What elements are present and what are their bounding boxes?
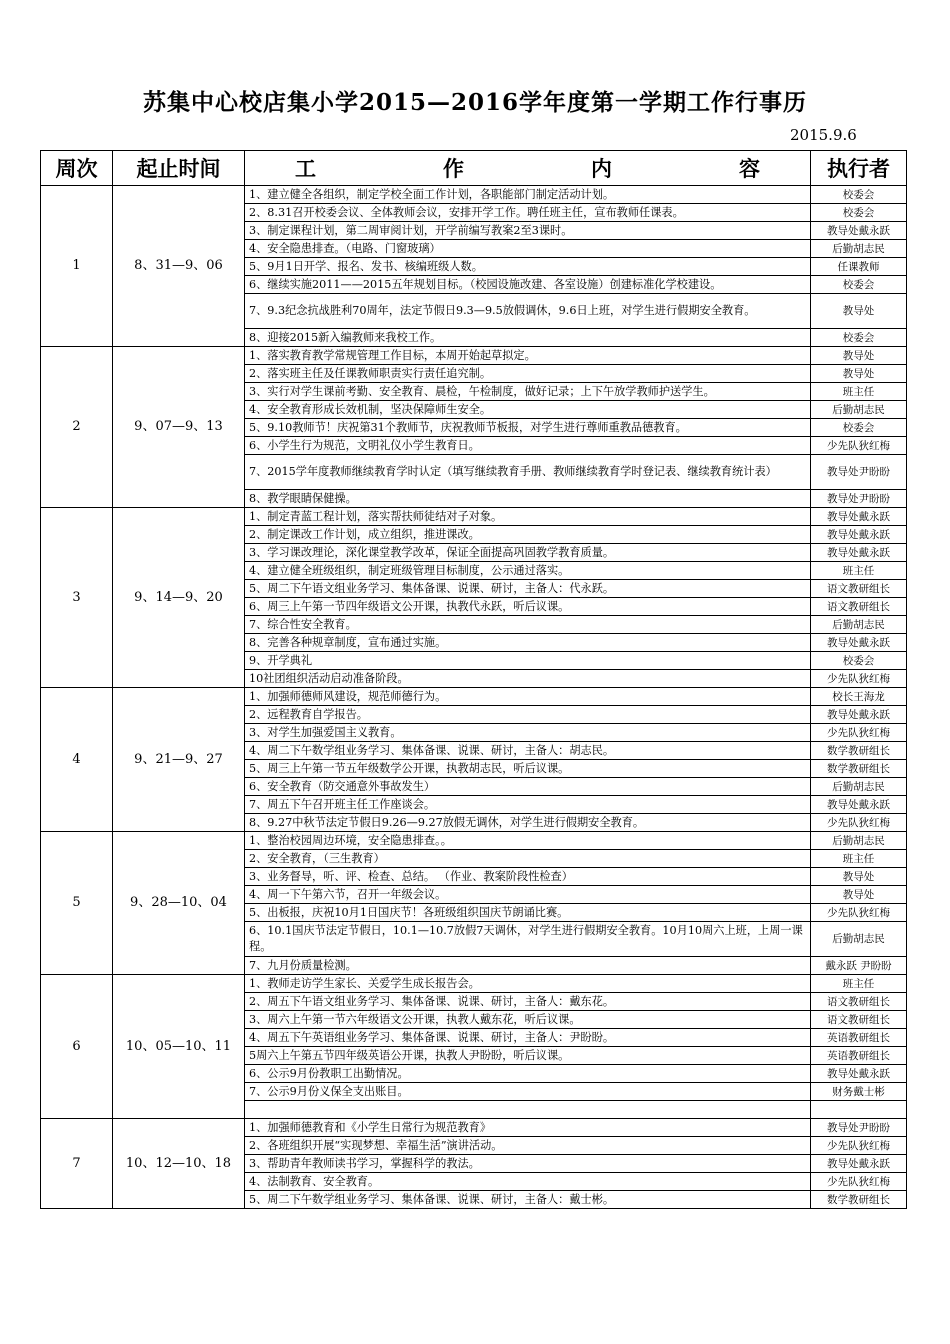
task-content: 7、2015学年度教师继续教育学时认定（填写继续教育手册、教师继续教育学时登记表、继续教育统计表） xyxy=(245,455,811,490)
task-executor: 校委会 xyxy=(811,276,907,294)
task-executor: 少先队狄红梅 xyxy=(811,1137,907,1155)
task-content: 6、安全教育（防交通意外事故发生） xyxy=(245,778,811,796)
task-content: 3、对学生加强爱国主义教育。 xyxy=(245,724,811,742)
task-content: 6、继续实施2011——2015五年规划目标。（校园设施改建、各室设施）创建标准化学校建设。 xyxy=(245,276,811,294)
task-executor: 校委会 xyxy=(811,419,907,437)
task-content: 2、制定课改工作计划，成立组织，推进课改。 xyxy=(245,526,811,544)
task-executor: 后勤胡志民 xyxy=(811,922,907,957)
task-executor: 后勤胡志民 xyxy=(811,832,907,850)
task-executor: 教导处戴永跃 xyxy=(811,1065,907,1083)
task-content: 8、9.27中秋节法定节假日9.26—9.27放假无调休，对学生进行假期安全教育。 xyxy=(245,814,811,832)
task-content: 5、出板报，庆祝10月1日国庆节！各班级组织国庆节朗诵比赛。 xyxy=(245,904,811,922)
task-executor: 语文教研组长 xyxy=(811,1011,907,1029)
task-executor: 语文教研组长 xyxy=(811,580,907,598)
task-executor xyxy=(811,1101,907,1119)
task-content: 5、周二下午语文组业务学习、集体备课、说课、研讨，主备人：代永跃。 xyxy=(245,580,811,598)
task-content: 4、建立健全班级组织，制定班级管理目标制度，公示通过落实。 xyxy=(245,562,811,580)
task-content: 4、周五下午英语组业务学习、集体备课、说课、研讨，主备人：尹盼盼。 xyxy=(245,1029,811,1047)
task-content: 4、安全教育形成长效机制，坚决保障师生安全。 xyxy=(245,401,811,419)
date-span: 9、21—9、27 xyxy=(113,688,245,832)
task-executor: 教导处戴永跃 xyxy=(811,1155,907,1173)
schedule-table xyxy=(40,150,907,1209)
table-row xyxy=(41,186,907,204)
task-executor: 数学教研组长 xyxy=(811,760,907,778)
task-content: 4、安全隐患排查。（电路、门窗玻璃） xyxy=(245,240,811,258)
task-executor: 教导处戴永跃 xyxy=(811,706,907,724)
task-executor: 英语教研组长 xyxy=(811,1029,907,1047)
task-executor: 校委会 xyxy=(811,652,907,670)
header-row xyxy=(41,151,907,186)
task-executor: 语文教研组长 xyxy=(811,598,907,616)
task-content: 6、小学生行为规范，文明礼仪小学生教育日。 xyxy=(245,437,811,455)
task-content xyxy=(245,1101,811,1119)
task-content: 2、各班组织开展“实现梦想、幸福生活”演讲活动。 xyxy=(245,1137,811,1155)
table-row xyxy=(41,508,907,526)
header-exec: 执行者 xyxy=(811,151,907,186)
task-content: 5、周二下午数学组业务学习、集体备课、说课、研讨，主备人：戴士彬。 xyxy=(245,1191,811,1209)
week-number: 3 xyxy=(41,508,113,688)
table-row xyxy=(41,688,907,706)
task-content: 5、周三上午第一节五年级数学公开课，执教胡志民，听后议课。 xyxy=(245,760,811,778)
task-executor: 教导处戴永跃 xyxy=(811,526,907,544)
task-content: 4、周一下午第六节，召开一年级会议。 xyxy=(245,886,811,904)
task-executor: 后勤胡志民 xyxy=(811,401,907,419)
task-content: 5、9月1日开学、报名、发书、核编班级人数。 xyxy=(245,258,811,276)
task-executor: 后勤胡志民 xyxy=(811,240,907,258)
task-executor: 校委会 xyxy=(811,186,907,204)
date-span: 9、14—9、20 xyxy=(113,508,245,688)
task-executor: 教导处 xyxy=(811,347,907,365)
task-content: 6、周三上午第一节四年级语文公开课，执教代永跃，听后议课。 xyxy=(245,598,811,616)
task-executor: 教导处尹盼盼 xyxy=(811,490,907,508)
task-content: 1、建立健全各组织，制定学校全面工作计划，各职能部门制定活动计划。 xyxy=(245,186,811,204)
task-executor: 财务戴士彬 xyxy=(811,1083,907,1101)
task-executor: 戴永跃 尹盼盼 xyxy=(811,957,907,975)
task-executor: 教导处戴永跃 xyxy=(811,222,907,240)
task-content: 3、业务督导，听、评、检查、总结。 （作业、教案阶段性检查） xyxy=(245,868,811,886)
task-content: 10社团组织活动启动准备阶段。 xyxy=(245,670,811,688)
task-executor: 数学教研组长 xyxy=(811,742,907,760)
week-number: 1 xyxy=(41,186,113,347)
task-executor: 校长王海龙 xyxy=(811,688,907,706)
task-executor: 班主任 xyxy=(811,850,907,868)
task-executor: 教导处戴永跃 xyxy=(811,508,907,526)
week-number: 2 xyxy=(41,347,113,508)
week-number: 6 xyxy=(41,975,113,1119)
task-content: 7、周五下午召开班主任工作座谈会。 xyxy=(245,796,811,814)
task-content: 2、8.31召开校委会议、全体教师会议，安排开学工作。聘任班主任，宣布教师任课表。 xyxy=(245,204,811,222)
task-content: 7、公示9月份义保全支出账目。 xyxy=(245,1083,811,1101)
task-content: 1、教师走访学生家长、关爱学生成长报告会。 xyxy=(245,975,811,993)
task-executor: 任课教师 xyxy=(811,258,907,276)
task-executor: 校委会 xyxy=(811,329,907,347)
task-executor: 少先队狄红梅 xyxy=(811,670,907,688)
task-content: 2、落实班主任及任课教师职责实行责任追究制。 xyxy=(245,365,811,383)
task-content: 4、周二下午数学组业务学习、集体备课、说课、研讨，主备人：胡志民。 xyxy=(245,742,811,760)
task-executor: 教导处戴永跃 xyxy=(811,544,907,562)
header-content: 工 作 内 容 xyxy=(245,151,811,186)
task-content: 5、9.10教师节！庆祝第31个教师节，庆祝教师节板报，对学生进行尊师重教品德教育。 xyxy=(245,419,811,437)
week-number: 7 xyxy=(41,1119,113,1209)
task-content: 3、制定课程计划，第二周审阅计划，开学前编写教案2至3课时。 xyxy=(245,222,811,240)
task-executor: 教导处 xyxy=(811,365,907,383)
task-executor: 少先队狄红梅 xyxy=(811,724,907,742)
task-content: 3、实行对学生课前考勤、安全教育、晨检，午检制度，做好记录；上下午放学教师护送学生。 xyxy=(245,383,811,401)
task-executor: 教导处 xyxy=(811,868,907,886)
task-executor: 数学教研组长 xyxy=(811,1191,907,1209)
task-content: 2、周五下午语文组业务学习、集体备课、说课、研讨，主备人：戴东花。 xyxy=(245,993,811,1011)
header-span: 起止时间 xyxy=(113,151,245,186)
task-content: 3、帮助青年教师读书学习，掌握科学的教法。 xyxy=(245,1155,811,1173)
task-content: 7、九月份质量检测。 xyxy=(245,957,811,975)
date-span: 9、28—10、04 xyxy=(113,832,245,975)
task-executor: 班主任 xyxy=(811,562,907,580)
week-number: 5 xyxy=(41,832,113,975)
task-executor: 后勤胡志民 xyxy=(811,778,907,796)
task-executor: 少先队狄红梅 xyxy=(811,904,907,922)
task-executor: 后勤胡志民 xyxy=(811,616,907,634)
task-executor: 班主任 xyxy=(811,383,907,401)
task-executor: 教导处戴永跃 xyxy=(811,796,907,814)
page-title: 苏集中心校店集小学2015—2016学年度第一学期工作行事历 xyxy=(142,89,808,116)
task-executor: 教导处尹盼盼 xyxy=(811,1119,907,1137)
table-row xyxy=(41,347,907,365)
task-executor: 教导处 xyxy=(811,294,907,329)
task-content: 1、落实教育教学常规管理工作目标，本周开始起草拟定。 xyxy=(245,347,811,365)
task-content: 2、远程教育自学报告。 xyxy=(245,706,811,724)
task-executor: 校委会 xyxy=(811,204,907,222)
date-span: 10、05—10、11 xyxy=(113,975,245,1119)
task-content: 1、整治校园周边环境，安全隐患排查。。 xyxy=(245,832,811,850)
task-executor: 教导处尹盼盼 xyxy=(811,455,907,490)
task-content: 3、学习课改理论，深化课堂教学改革，保证全面提高巩固教学教育质量。 xyxy=(245,544,811,562)
task-executor: 班主任 xyxy=(811,975,907,993)
task-content: 9、开学典礼 xyxy=(245,652,811,670)
task-executor: 语文教研组长 xyxy=(811,993,907,1011)
task-content: 6、公示9月份教职工出勤情况。 xyxy=(245,1065,811,1083)
task-content: 1、加强师德师风建设，规范师德行为。 xyxy=(245,688,811,706)
task-content: 3、周六上午第一节六年级语文公开课，执教人戴东花，听后议课。 xyxy=(245,1011,811,1029)
date-span: 8、31—9、06 xyxy=(113,186,245,347)
week-number: 4 xyxy=(41,688,113,832)
task-content: 8、迎接2015新入编教师来我校工作。 xyxy=(245,329,811,347)
task-content: 2、安全教育，（三生教育） xyxy=(245,850,811,868)
table-row xyxy=(41,832,907,850)
task-executor: 英语教研组长 xyxy=(811,1047,907,1065)
task-executor: 少先队狄红梅 xyxy=(811,814,907,832)
date-span: 10、12—10、18 xyxy=(113,1119,245,1209)
task-content: 8、教学眼睛保健操。 xyxy=(245,490,811,508)
document-date: 2015.9.6 xyxy=(790,126,857,144)
task-executor: 教导处戴永跃 xyxy=(811,634,907,652)
header-week: 周次 xyxy=(41,151,113,186)
task-content: 8、完善各种规章制度，宣布通过实施。 xyxy=(245,634,811,652)
task-executor: 少先队狄红梅 xyxy=(811,1173,907,1191)
task-content: 5周六上午第五节四年级英语公开课，执教人尹盼盼，听后议课。 xyxy=(245,1047,811,1065)
date-span: 9、07—9、13 xyxy=(113,347,245,508)
task-content: 7、9.3纪念抗战胜利70周年，法定节假日9.3—9.5放假调休，9.6日上班，对学生进行假期安全教育。 xyxy=(245,294,811,329)
task-content: 1、加强师德教育和《小学生日常行为规范教育》 xyxy=(245,1119,811,1137)
task-content: 7、综合性安全教育。 xyxy=(245,616,811,634)
task-executor: 少先队狄红梅 xyxy=(811,437,907,455)
task-executor: 教导处 xyxy=(811,886,907,904)
task-content: 6、10.1国庆节法定节假日，10.1—10.7放假7天调休，对学生进行假期安全教育。10月10周六上班，上周一课程。 xyxy=(245,922,811,957)
task-content: 4、法制教育、安全教育。 xyxy=(245,1173,811,1191)
table-row xyxy=(41,1119,907,1137)
schedule-body xyxy=(41,186,907,1209)
task-content: 1、制定青蓝工程计划，落实帮扶师徒结对子对象。 xyxy=(245,508,811,526)
table-row xyxy=(41,975,907,993)
